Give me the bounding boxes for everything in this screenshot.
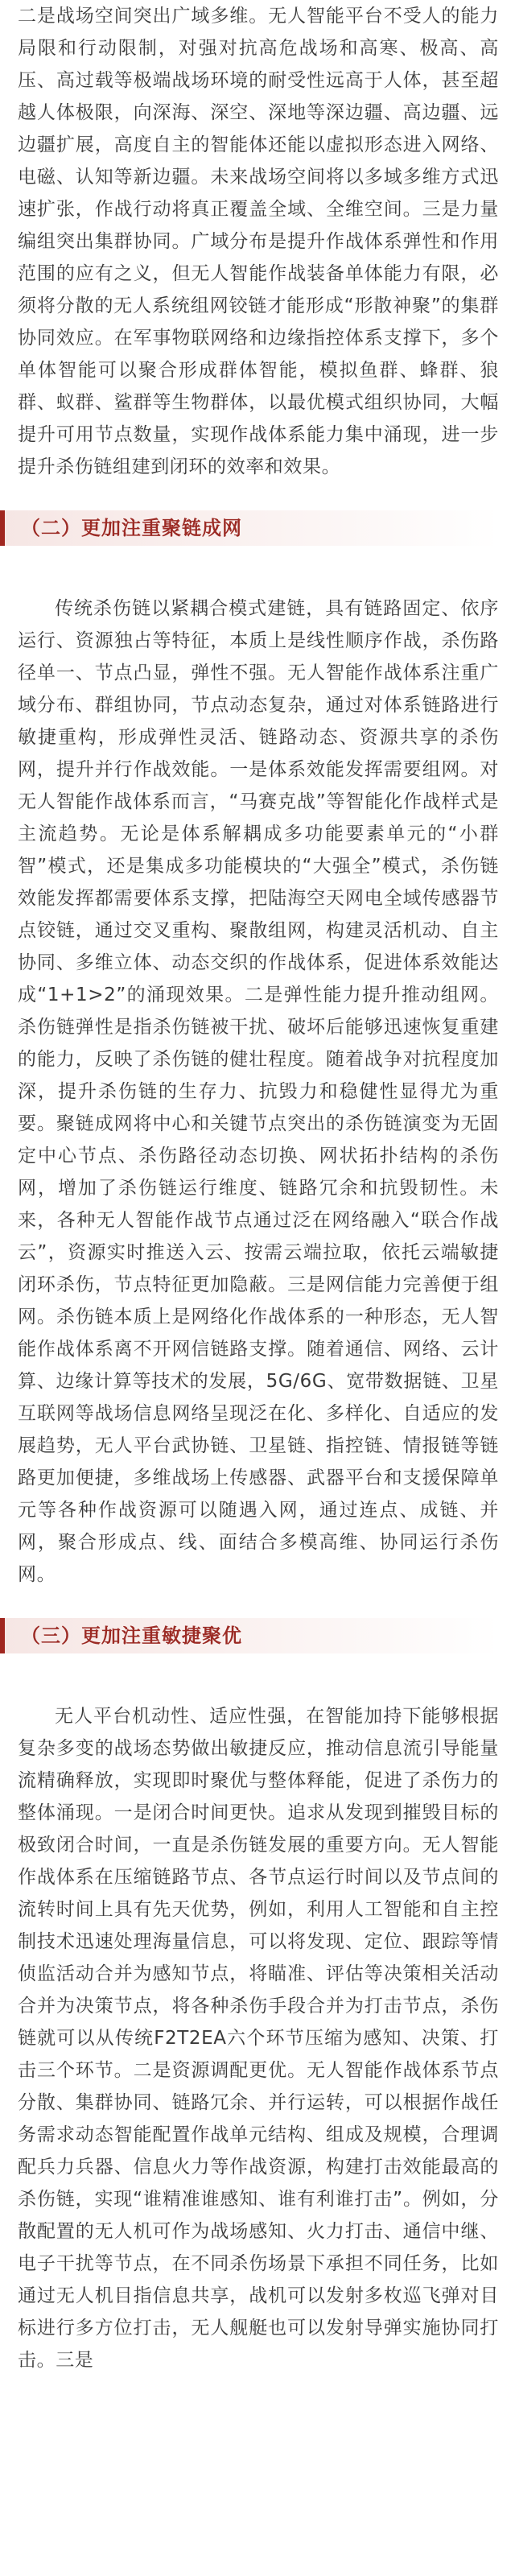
section-heading-2 xyxy=(0,510,499,546)
section-2-paragraph: 传统杀伤链以紧耦合模式建链，具有链路固定、依序运行、资源独占等特征，本质上是线性顺序作战，杀伤路径单一、节点凸显，弹性不强。无人智能作战体系注重广域分布、群组协同，节点动态复杂，通过对体系链路进行敏捷重构，形成弹性灵活、链路动态、资源共享的杀伤网，提升并行作战效能。一是体系效能发挥需要组网。对无人智能作战体系而言，“马赛克战”等智能化作战样式是主流趋势。无论是体系解耦成多功能要素单元的“小群智”模式，还是集成多功能模块的“大强全”模式，杀伤链效能发挥都需要体系支撑，把陆海空天网电全域传感器节点铰链，通过交叉重构、聚散组网，构建灵活机动、自主协同、多维立体、动态交织的作战体系，促进体系效能达成“1+1>2”的涌现效果。二是弹性能力提升推动组网。杀伤链弹性是指杀伤链被干扰、破坏后能够迅速恢复重建的能力，反映了杀伤链的健壮程度。随着战争对抗程度加深，提升杀伤链的生存力、抗毁力和稳健性显得尤为重要。聚链成网将中心和关键节点突出的杀伤链演变为无固定中心节点、杀伤路径动态切换、网状拓扑结构的杀伤网，增加了杀伤链运行维度、链路冗余和抗毁韧性。未来，各种无人智能作战节点通过泛在网络融入“联合作战云”，资源实时推送入云、按需云端拉取，依托云端敏捷闭环杀伤，节点特征更加隐蔽。三是网信能力完善便于组网。杀伤链本质上是网络化作战体系的一种形态，无人智能作战体系离不开网信链路支撑。随着通信、网络、云计算、边缘计算等技术的发展，5G/6G、宽带数据链、卫星互联网等战场信息网络呈现泛在化、多样化、自适应的发展趋势，无人平台武协链、卫星链、指控链、情报链等链路更加便捷，多维战场上传感器、武器平台和支援保障单元等各种作战资源可以随遇入网，通过连点、成链、并网，聚合形成点、线、面结合多模高维、协同运行杀伤网。 xyxy=(18,598,499,1585)
heading-accent-bar xyxy=(0,510,5,546)
heading-accent-bar xyxy=(0,1618,5,1653)
intro-paragraph: 二是战场空间突出广域多维。无人智能平台不受人的能力局限和行动限制，对强对抗高危战场和高寒、极高、高压、高过载等极端战场环境的耐受性远高于人体，甚至超越人体极限，向深海、深空、深地等深边疆、高边疆、远边疆扩展，高度自主的智能体还能以虚拟形态进入网络、电磁、认知等新边疆。未来战场空间将以多域多维方式迅速扩张，作战行动将真正覆盖全域、全维空间。三是力量编组突出集群协同。广域分布是提升作战体系弹性和作用范围的应有之义，但无人智能作战装备单体能力有限，必须将分散的无人系统组网铰链才能形成“形散神聚”的集群协同效应。在军事物联网络和边缘指控体系支撑下，多个单体智能可以聚合形成群体智能，模拟鱼群、蜂群、狼群、蚁群、鲨群等生物群体，以最优模式组织协同，大幅提升可用节点数量，实现作战体系能力集中涌现，进一步提升杀伤链组建到闭环的效率和效果。 xyxy=(18,6,499,477)
section-heading-3-text: （三）更加注重敏捷聚优 xyxy=(21,1624,242,1647)
section-heading-3 xyxy=(0,1618,499,1653)
section-3-paragraph: 无人平台机动性、适应性强，在智能加持下能够根据复杂多变的战场态势做出敏捷反应，推动信息流引导能量流精确释放，实现即时聚优与整体释能，促进了杀伤力的整体涌现。一是闭合时间更快。追求从发现到摧毁目标的极致闭合时间，一直是杀伤链发展的重要方向。无人智能作战体系在压缩链路节点、各节点运行时间以及节点间的流转时间上具有先天优势，例如，利用人工智能和自主控制技术迅速处理海量信息，可以将发现、定位、跟踪等情侦监活动合并为感知节点，将瞄准、评估等决策相关活动合并为决策节点，将各种杀伤手段合并为打击节点，杀伤链就可以从传统F2T2EA六个环节压缩为感知、决策、打击三个环节。二是资源调配更优。无人智能作战体系节点分散、集群协同、链路冗余、并行运转，可以根据作战任务需求动态智能配置作战单元结构、组成及规模，合理调配兵力兵器、信息火力等作战资源，构建打击效能最高的杀伤链，实现“谁精准谁感知、谁有利谁打击”。例如，分散配置的无人机可作为战场感知、火力打击、通信中继、电子干扰等节点，在不同杀伤场景下承担不同任务，比如通过无人机目指信息共享，战机可以发射多枚巡飞弹对目标进行多方位打击，无人舰艇也可以发射导弹实施协同打击。三是 xyxy=(18,1706,499,2371)
section-heading-2-text: （二）更加注重聚链成网 xyxy=(21,517,242,539)
